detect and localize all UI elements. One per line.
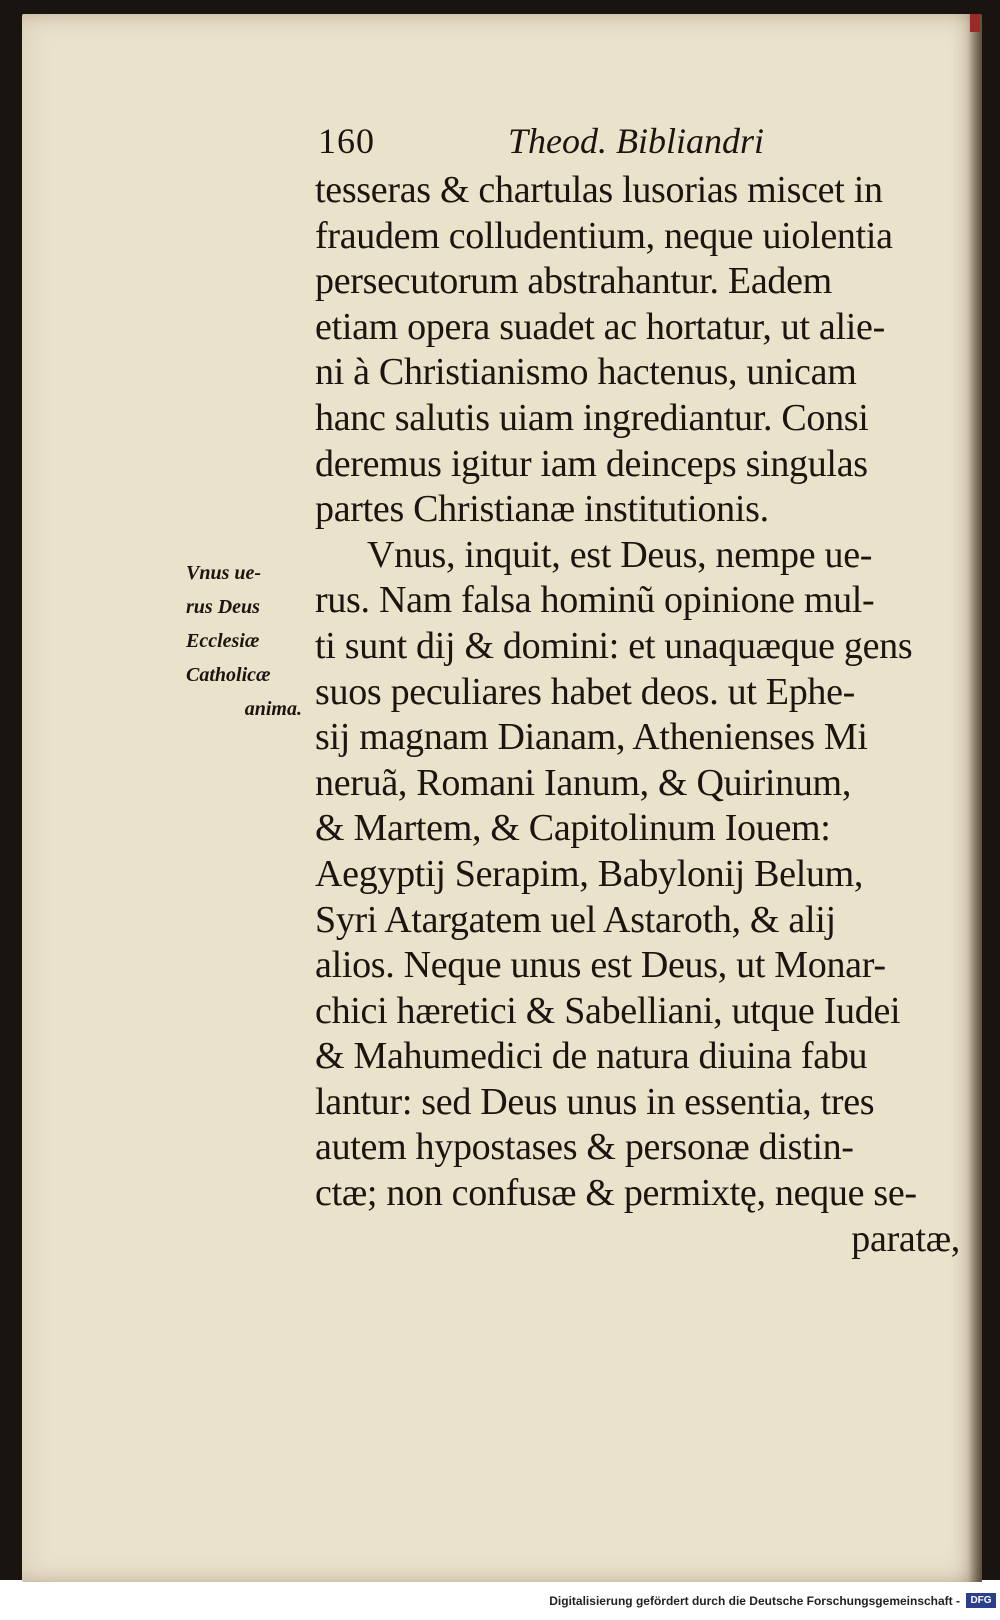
text-line: etiam opera suadet ac hortatur, ut alie-: [315, 305, 885, 348]
dfg-logo: DFG: [966, 1593, 996, 1608]
text-line: persecutorum abstrahantur. Eadem: [315, 260, 832, 303]
running-header: [318, 120, 798, 164]
margin-note-line: anima.: [244, 698, 302, 720]
catchword: paratæ,: [851, 1217, 960, 1260]
margin-note-line: Vnus ue-: [186, 562, 262, 584]
text-line: lantur: sed Deus unus in essentia, tres: [315, 1080, 875, 1123]
text-line: tesseras & chartulas lusorias miscet in: [315, 169, 883, 211]
margin-note-line: Catholicæ: [186, 664, 271, 686]
margin-note-line: Ecclesiæ: [186, 630, 260, 652]
text-line: & Mahumedici de natura diuina fabu: [315, 1035, 868, 1078]
page-edge-shadow: [968, 14, 982, 1582]
text-line: rus. Nam falsa hominũ opinione mul-: [315, 579, 875, 622]
text-line: partes Christianæ institutionis.: [315, 488, 769, 531]
text-line: hanc salutis uiam ingrediantur. Consi: [315, 396, 869, 439]
text-line: neruã, Romani Ianum, & Quirinum,: [315, 761, 852, 804]
text-line: & Martem, & Capitolinum Iouem:: [315, 807, 831, 850]
text-line: ni à Christianismo hactenus, unicam: [315, 351, 857, 394]
text-line: Vnus, inquit, est Deus, nempe ue-: [367, 533, 873, 576]
text-line: fraudem colludentium, neque uiolentia: [315, 214, 893, 257]
running-title: Theod. Bibliandri: [508, 121, 765, 161]
text-line: Aegyptij Serapim, Babylonij Belum,: [315, 852, 864, 895]
marginal-note: [186, 556, 310, 726]
digitization-footer: [0, 1588, 1000, 1620]
text-line: Syri Atargatem uel Astaroth, & alij: [315, 898, 836, 941]
text-line: autem hypostases & personæ distin-: [315, 1126, 854, 1169]
text-line: ctæ; non confusæ & permixtę, neque se-: [315, 1172, 917, 1215]
text-line: deremus igitur iam deinceps singulas: [315, 442, 868, 485]
text-line: ti sunt dij & domini: et unaquæque gens: [315, 624, 913, 667]
text-line: sij magnam Dianam, Athenienses Mi: [315, 716, 868, 759]
page-corner-mark: [970, 14, 980, 32]
funding-credit: Digitalisierung gefördert durch die Deutsche Forschungsgemeinschaft -: [549, 1594, 960, 1608]
text-line: suos peculiares habet deos. ut Ephe-: [315, 670, 856, 713]
text-line: chici hæretici & Sabelliani, utque Iudei: [315, 989, 901, 1032]
main-text-block: [315, 168, 960, 1262]
text-line: alios. Neque unus est Deus, ut Monar-: [315, 944, 886, 987]
page-number: 160: [318, 121, 375, 161]
margin-note-line: rus Deus: [186, 596, 260, 618]
